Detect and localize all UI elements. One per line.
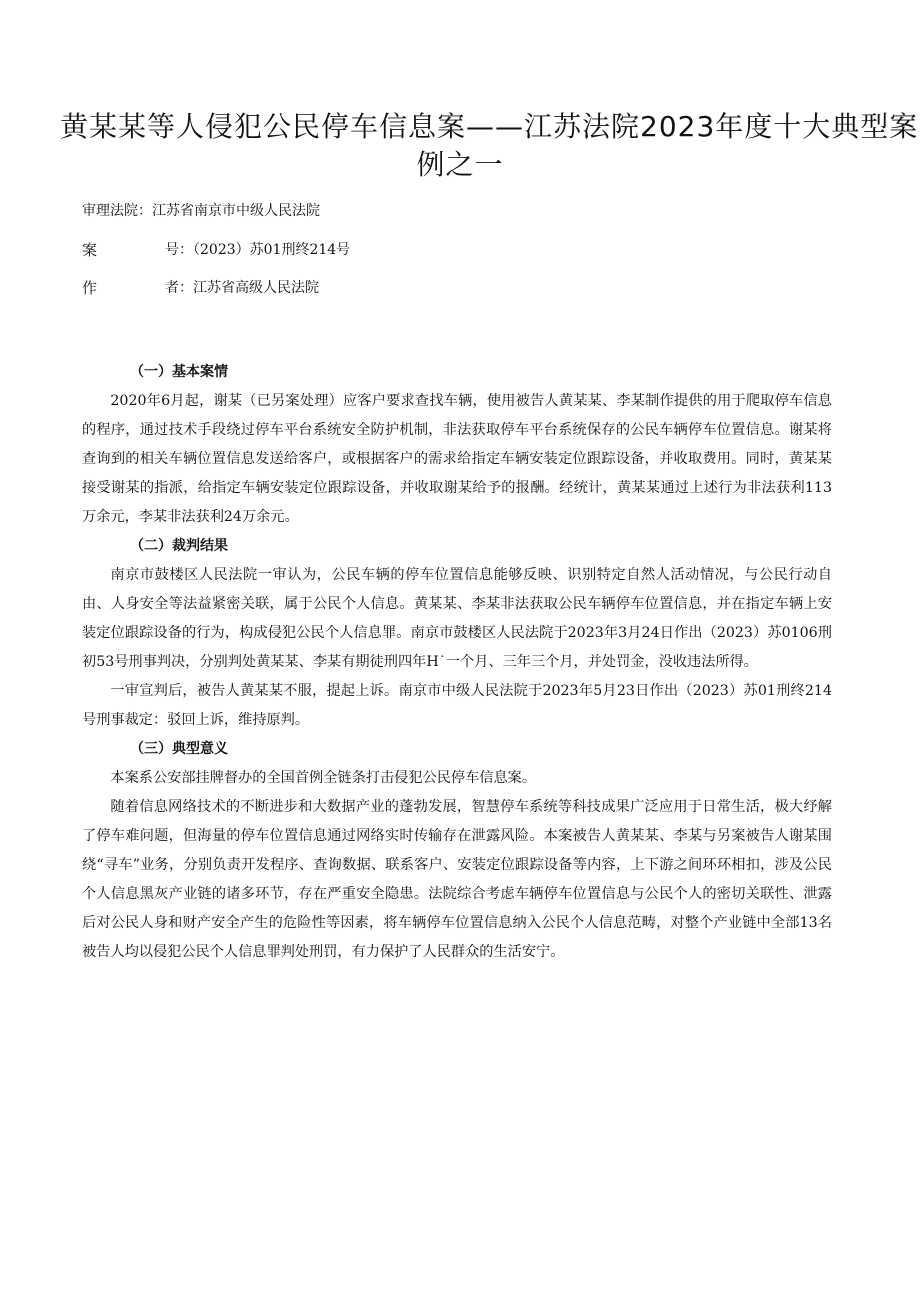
title-line-1: 黄某某等人侵犯公民停车信息案——江苏法院2023年度十大典型案 xyxy=(60,110,919,143)
paragraph-first-instance: 南京市鼓楼区人民法院一审认为，公民车辆的停车位置信息能够反映、识别特定自然人活动情况，与公民行动自由、人身安全等法益紧密关联，属于公民个人信息。黄某某、李某非法获取公民车辆停车位置信息，并在指定车辆上安装定位跟踪设备的行为，构成侵犯公民个人信息罪。南京市鼓楼区人民法院于2023年3月24日作出（2023）苏0106刑初53号刑事判决，分别判处黄某某、李某有期徒刑四年H˙一个月、三年三个月，并处罚金，没收违法所得。 xyxy=(82,567,832,670)
author-label-a: 作 xyxy=(82,279,98,297)
meta-court xyxy=(82,201,320,221)
section-heading-significance: （三）典型意义 xyxy=(130,741,228,757)
court-label: 审理法院： xyxy=(82,203,152,219)
meta-case-number xyxy=(82,240,482,261)
paragraph-significance-1: 本案系公安部挂牌督办的全国首例全链条打击侵犯公民停车信息案。 xyxy=(110,770,537,786)
court-value: 江苏省南京市中级人民法院 xyxy=(152,203,320,219)
document-title xyxy=(60,108,919,184)
title-line-2: 例之一 xyxy=(416,148,504,181)
author-label-b: 者： xyxy=(165,280,193,296)
case-number-value: （2023）苏01刑终214号 xyxy=(193,242,351,258)
author-value: 江苏省高级人民法院 xyxy=(193,280,319,296)
document-body xyxy=(82,358,832,967)
meta-author xyxy=(82,278,482,299)
paragraph-appeal: 一审宣判后，被告人黄某某不服，提起上诉。南京市中级人民法院于2023年5月23日作出（2023）苏01刑终214号刑事裁定：驳回上诉，维持原判。 xyxy=(82,683,832,728)
section-heading-judgment: （二）裁判结果 xyxy=(130,538,228,554)
case-label-group xyxy=(165,240,350,260)
author-label-group xyxy=(165,278,319,298)
paragraph-basic-facts: 2020年6月起，谢某（已另案处理）应客户要求查找车辆，使用被告人黄某某、李某制作提供的用于爬取停车信息的程序，通过技术手段绕过停车平台系统安全防护机制，非法获取停车平台系统保存的公民车辆停车位置信息。谢某将查询到的相关车辆位置信息发送给客户，或根据客户的需求给指定车辆安装定位跟踪设备，并收取费用。同时，黄某某接受谢某的指派，给指定车辆安装定位跟踪设备，并收取谢某给予的报酬。经统计，黄某某通过上述行为非法获利113万余元，李某非法获利24万余元。 xyxy=(82,393,832,525)
case-label-a: 案 xyxy=(82,241,98,259)
section-heading-basic-facts: （一）基本案情 xyxy=(130,364,228,380)
paragraph-significance-2: 随着信息网络技术的不断进步和大数据产业的蓬勃发展，智慧停车系统等科技成果广泛应用于日常生活，极大纾解了停车难问题，但海量的停车位置信息通过网络实时传输存在泄露风险。本案被告人黄某某、李某与另案被告人谢某围绕“寻车”业务，分别负责开发程序、查询数据、联系客户、安装定位跟踪设备等内容，上下游之间环环相扣，涉及公民个人信息黑灰产业链的诸多环节，存在严重安全隐患。法院综合考虑车辆停车位置信息与公民个人的密切关联性、泄露后对公民人身和财产安全产生的危险性等因素，将车辆停车位置信息纳入公民个人信息范畴，对整个产业链中全部13名被告人均以侵犯公民个人信息罪判处刑罚，有力保护了人民群众的生活安宁。 xyxy=(82,799,832,960)
case-label-b: 号： xyxy=(165,242,193,258)
